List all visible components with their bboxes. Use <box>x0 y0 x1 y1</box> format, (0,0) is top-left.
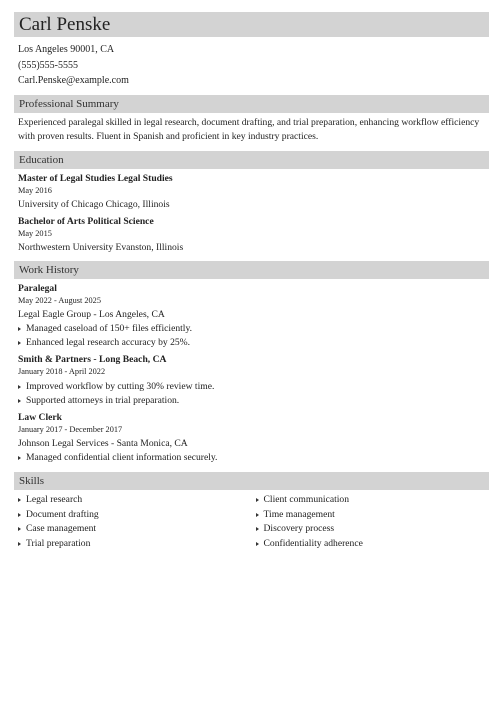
job-title: Smith & Partners - Long Beach, CA <box>18 353 167 365</box>
name-header <box>14 12 489 37</box>
skill-text: Client communication <box>263 494 350 505</box>
job-bullets <box>14 451 489 466</box>
summary-section-header <box>14 95 489 113</box>
education-heading: Education <box>19 153 64 166</box>
list-item <box>18 522 252 537</box>
list-item <box>18 322 489 337</box>
bullet-icon <box>18 341 21 345</box>
resume-page <box>14 12 489 551</box>
bullet-icon <box>18 399 21 403</box>
skills-heading: Skills <box>19 475 45 487</box>
contact-address: Los Angeles 90001, CA <box>18 44 115 55</box>
bullet-icon <box>18 385 21 389</box>
job-entry <box>14 353 489 409</box>
bullet-icon <box>256 527 259 531</box>
job-entry <box>14 282 489 351</box>
job-dates: January 2017 - December 2017 <box>18 424 123 434</box>
list-item <box>18 336 489 351</box>
list-item <box>256 508 490 523</box>
education-school: University of Chicago Chicago, Illinois <box>18 198 170 210</box>
candidate-name: Carl Penske <box>19 14 111 35</box>
job-dates: May 2022 - August 2025 <box>18 295 101 305</box>
bullet-icon <box>18 527 21 531</box>
education-degree: Master of Legal Studies Legal Studies <box>18 172 173 184</box>
list-item <box>18 537 252 552</box>
skills-section-header <box>14 472 489 490</box>
list-item <box>18 508 252 523</box>
job-bullets <box>14 322 489 351</box>
job-title: Law Clerk <box>18 411 62 423</box>
skill-text: Trial preparation <box>26 537 91 549</box>
skills-left-column <box>14 493 252 551</box>
skill-text: Time management <box>263 508 335 520</box>
work-heading: Work History <box>19 263 79 276</box>
skill-text: Case management <box>26 523 97 534</box>
contact-email: Carl.Penske@example.com <box>18 75 129 86</box>
skill-text: Confidentiality adherence <box>263 537 363 549</box>
skill-text: Legal research <box>26 494 83 505</box>
skill-text: Document drafting <box>26 508 99 520</box>
bullet-icon <box>18 327 21 331</box>
education-section-header <box>14 151 489 169</box>
job-bullet-text: Enhanced legal research accuracy by 25%. <box>26 337 191 348</box>
job-bullet-text: Supported attorneys in trial preparation. <box>26 395 180 406</box>
skills-right-column <box>252 493 490 551</box>
list-item <box>18 394 489 409</box>
bullet-icon <box>18 456 21 460</box>
job-bullet-text: Managed caseload of 150+ files efficiently. <box>26 322 193 334</box>
list-item <box>256 493 490 508</box>
job-bullet-text: Improved workflow by cutting 30% review time. <box>26 380 215 392</box>
bullet-icon <box>256 498 259 502</box>
education-entry <box>14 215 489 255</box>
bullet-icon <box>256 542 259 546</box>
bullet-icon <box>18 542 21 546</box>
education-date: May 2015 <box>18 228 52 238</box>
job-dates: January 2018 - April 2022 <box>18 366 106 376</box>
bullet-icon <box>256 513 259 517</box>
job-bullet-text: Managed confidential client information securely. <box>26 451 218 463</box>
job-title: Paralegal <box>18 282 57 294</box>
summary-text: Experienced paralegal skilled in legal research, document drafting, and trial preparation, enhancing workflow efficiency with proven results. Fluent in Spanish and proficient in key industry practices. <box>18 116 480 142</box>
education-degree: Bachelor of Arts Political Science <box>18 215 154 227</box>
job-employer: Legal Eagle Group - Los Angeles, CA <box>18 308 165 320</box>
summary-heading: Professional Summary <box>19 97 119 110</box>
job-bullets <box>14 380 489 409</box>
list-item <box>18 493 252 508</box>
list-item <box>256 537 490 552</box>
skill-text: Discovery process <box>263 523 335 534</box>
bullet-icon <box>18 513 21 517</box>
contact-block <box>14 42 489 89</box>
education-entry <box>14 172 489 212</box>
job-entry <box>14 411 489 466</box>
list-item <box>18 380 489 395</box>
job-employer: Johnson Legal Services - Santa Monica, CA <box>18 437 188 449</box>
education-school: Northwestern University Evanston, Illinois <box>18 241 184 253</box>
work-section-header <box>14 261 489 279</box>
bullet-icon <box>18 498 21 502</box>
list-item <box>256 522 490 537</box>
education-date: May 2016 <box>18 185 52 195</box>
skills-grid <box>14 493 489 551</box>
contact-phone: (555)555-5555 <box>18 59 78 71</box>
list-item <box>18 451 489 466</box>
